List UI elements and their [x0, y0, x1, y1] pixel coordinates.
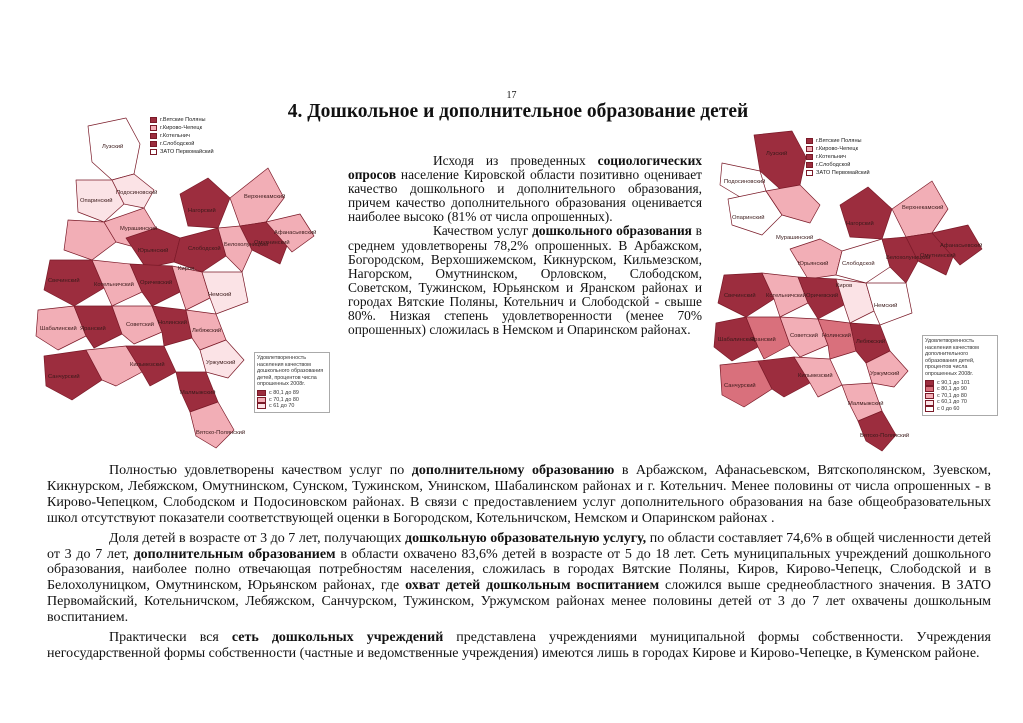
page-number: 17	[506, 90, 517, 101]
text-run: Исходя из проведенных	[433, 153, 598, 168]
scale-row	[925, 399, 995, 406]
map-label: Верхнекамский	[244, 194, 286, 200]
map-label: Лузский	[102, 144, 124, 150]
legend-swatch	[806, 146, 813, 152]
legend-swatch	[806, 162, 813, 168]
scale-swatch	[925, 400, 934, 406]
legend-label: ЗАТО Первомайский	[816, 170, 870, 176]
scale-label: с 0 до 60	[937, 405, 960, 412]
map-label: Немский	[874, 303, 898, 309]
map-region	[180, 178, 230, 228]
legend-label: г.Котельнич	[816, 154, 846, 160]
body-text-block	[47, 463, 991, 662]
scale-row	[257, 403, 327, 410]
scale-row	[925, 386, 995, 393]
scale-label: с 70,1 до 80	[269, 396, 299, 403]
map-label: Белохолуницкий	[886, 255, 931, 261]
legend-row	[150, 132, 214, 140]
legend-swatch	[150, 133, 157, 139]
map-label: Мурашинский	[776, 235, 814, 241]
scale-row	[257, 397, 327, 404]
map-label: Нагорский	[846, 221, 874, 227]
text-run-bold: дошкольного образования	[532, 223, 692, 239]
map-label: Лебяжский	[856, 339, 886, 345]
map-label: Опаринский	[80, 198, 113, 204]
map-label: Лузский	[766, 151, 788, 157]
text-run: население Кировской области позитивно оценивает качество дошкольного и дополнительного образования, причем качество дополнительного образования оценивается наиболее высоко (81% от числа опрошенных).	[348, 167, 702, 225]
legend-swatch	[150, 117, 157, 123]
map-label: Кильмезский	[798, 373, 833, 379]
legend-swatch	[150, 149, 157, 155]
text-run: Доля детей в возрасте от 3 до 7 лет, получающих	[109, 530, 406, 546]
scale-swatch	[925, 406, 934, 412]
map-label: Шабалинский	[718, 337, 755, 343]
map-region	[790, 239, 842, 279]
text-run-bold: дошкольную образовательную услугу,	[405, 530, 647, 546]
text-run: представлена учреждениями муниципальной формы собственности. Учреждения негосударственной формы собственности (частные и ведомственные учреждения) имеются лишь в городах Кирове и Кирово-Чепецке, в Куменском районе.	[47, 630, 991, 661]
map-label: Слободской	[842, 261, 875, 267]
legend-row	[806, 153, 870, 161]
scale-label: с 61 до 70	[269, 403, 295, 410]
map-label: Афанасьевский	[940, 243, 983, 249]
map-label: Советский	[126, 322, 154, 328]
legend-label: г.Вятские Поляны	[160, 117, 206, 123]
map-label: Санчурский	[724, 383, 756, 389]
map-label: Малмыжский	[180, 390, 216, 396]
text-run-bold: дополнительному образованию	[411, 463, 615, 478]
map-label: Нагорский	[188, 208, 216, 214]
legend-label: г.Котельнич	[160, 133, 190, 139]
center-text-block	[348, 154, 702, 337]
map-label: Юрьянский	[798, 261, 829, 267]
scale-row	[925, 380, 995, 387]
map-label: Оричевский	[140, 280, 173, 286]
legend-row	[806, 137, 870, 145]
map-label: Омутнинский	[920, 253, 956, 259]
scale-row	[925, 406, 995, 413]
map-label: Оричевский	[806, 293, 839, 299]
legend-row	[806, 169, 870, 177]
scale-swatch	[925, 386, 934, 392]
map-label: Кильмезский	[130, 362, 165, 368]
scale-row	[257, 390, 327, 397]
legend-label: г.Кирово-Чепецк	[816, 146, 859, 152]
map-label: Санчурский	[48, 374, 80, 380]
map-label: Подосиновский	[116, 190, 158, 196]
legend-label: г.Слободской	[816, 162, 851, 168]
legend-row	[150, 116, 214, 124]
legend-row	[150, 124, 214, 132]
map-label: Киров	[178, 266, 195, 272]
body-paragraph-3	[47, 630, 991, 662]
scale-label: с 60,1 до 70	[937, 399, 967, 406]
map-label: Киров	[836, 283, 853, 289]
map-label: Нолинский	[822, 333, 852, 339]
text-run-bold: охват детей дошкольным воспитанием	[405, 578, 660, 594]
scale-swatch	[257, 403, 266, 409]
scale-title: Удовлетворенность населения качеством дополнительного образования детей, процентов числа опрошенных 2008г.	[925, 338, 979, 377]
map-label: Уржумский	[870, 371, 900, 377]
scale-swatch	[257, 397, 266, 403]
center-paragraph-1	[348, 154, 702, 224]
text-run: Качеством услуг	[433, 223, 533, 239]
map-label: Опаринский	[732, 215, 765, 221]
map-label: Вятско-Полянский	[196, 430, 246, 436]
map-left-scale-legend	[254, 352, 330, 413]
scale-title: Удовлетворенность населения качеством дошкольного образования детей, процентов числа опрошенных 2008г.	[257, 355, 324, 388]
map-label: Яранский	[750, 337, 776, 343]
scale-swatch	[925, 380, 934, 386]
page-title: 4. Дошкольное и дополнительное образование детей	[287, 101, 749, 122]
map-region	[840, 187, 892, 239]
scale-label: с 90,1 до 101	[937, 379, 970, 386]
text-run: в области охвачено 83,6% детей в возрасте от 5 до 18 лет. Сеть муниципальных учреждений дошкольного образования, наиболее полно отвечающая потребностям населения, сложилась в городах Вятские Поляны, Киров, Кирово-Чепецк, Слободской и в Белохолуницком, Омутнинском, Юрьянском районах, где	[47, 546, 991, 594]
body-paragraph-2	[47, 531, 991, 626]
text-run-bold: дополнительным образованием	[133, 546, 336, 562]
legend-label: г.Вятские Поляны	[816, 138, 862, 144]
map-label: Свечинский	[48, 278, 80, 284]
map-label: Уржумский	[206, 360, 236, 366]
text-run: по области составляет 74,6% в общей численности детей от 3 до 7 лет,	[47, 530, 991, 562]
text-run: в среднем удовлетворены 78,2% опрошенных. В Арбажском, Богородском, Верхошижемском, Кикнурском, Кильмезском, Нагорском, Омутнинском, Орловском, Слободском, Советском, Тужинском, Юрьянском и Яранском районах и городах Вятские Поляны, Котельнич и Слободской - свыше 80%. Низкая степень удовлетворенности (менее 70% опрошенных) сложилась в Немском и Опаринском районах.	[348, 223, 702, 338]
legend-row	[150, 148, 214, 156]
map-label: Верхнекамский	[902, 205, 944, 211]
text-run-bold: сеть дошкольных учреждений	[231, 630, 444, 646]
map-label: Афанасьевский	[274, 230, 317, 236]
map-right-city-legend	[806, 137, 870, 177]
body-paragraph-1	[47, 463, 991, 527]
text-run: сложился выше среднеобластного значения. В ЗАТО Первомайский, Котельничском, Лебяжском, Санчурском, Тужинском, Уржумском районах менее половины детей от 3 до 7 лет охвачены дошкольным воспитанием.	[47, 578, 992, 626]
map-label: Котельничский	[766, 293, 806, 299]
text-run-bold: социологических опросов	[348, 153, 702, 183]
legend-swatch	[150, 141, 157, 147]
map-label: Вятско-Полянский	[860, 433, 910, 439]
legend-swatch	[806, 154, 813, 160]
map-right-scale-legend	[922, 335, 998, 416]
map-label: Яранский	[80, 326, 106, 332]
map-label: Свечинский	[724, 293, 756, 299]
legend-swatch	[806, 138, 813, 144]
legend-row	[806, 161, 870, 169]
legend-row	[150, 140, 214, 148]
scale-label: с 80,1 до 90	[937, 386, 967, 393]
additional-education-satisfaction-map	[710, 125, 1000, 455]
map-label: Шабалинский	[40, 326, 77, 332]
map-label: Немский	[208, 292, 232, 298]
map-label: Слободской	[188, 246, 221, 252]
map-label: Подосиновский	[724, 179, 766, 185]
text-run: Полностью удовлетворены качеством услуг по	[109, 463, 412, 478]
map-label: Котельничский	[94, 282, 134, 288]
legend-label: ЗАТО Первомайский	[160, 149, 214, 155]
center-paragraph-2	[348, 224, 702, 337]
legend-label: г.Слободской	[160, 141, 195, 147]
scale-label: с 80,1 до 89	[269, 389, 299, 396]
map-label: Нолинский	[158, 320, 188, 326]
map-label: Советский	[790, 333, 818, 339]
map-label: Лебяжский	[192, 328, 222, 334]
map-label: Омутнинский	[254, 240, 290, 246]
scale-label: с 70,1 до 80	[937, 392, 967, 399]
legend-swatch	[150, 125, 157, 131]
map-label: Юрьянский	[138, 248, 169, 254]
map-label: Малмыжский	[848, 401, 884, 407]
legend-row	[806, 145, 870, 153]
legend-swatch	[806, 170, 813, 176]
map-left-city-legend	[150, 116, 214, 156]
scale-swatch	[925, 393, 934, 399]
scale-row	[925, 393, 995, 400]
text-run: в Арбажском, Афанасьевском, Вятскополянском, Зуевском, Кикнурском, Лебяжском, Омутнинском, Сунском, Тужинском, Унинском, Шабалинском районах и г. Котельнич. Менее половины от числа опрошенных - в Кирово-Чепецком, Слободском и Подосиновском районах. В связи с предоставлением услуг дополнительного образования на базе общеобразовательных школ отсутствуют показатели соответствующей оценки в Богородском, Котельничском, Немском и Опаринском районах .	[47, 463, 991, 526]
text-run: Практически вся	[109, 630, 232, 646]
map-label: Белохолуницкий	[224, 242, 269, 248]
scale-swatch	[257, 390, 266, 396]
map-label: Мурашинский	[120, 226, 158, 232]
legend-label: г.Кирово-Чепецк	[160, 125, 203, 131]
preschool-satisfaction-map	[30, 110, 330, 455]
